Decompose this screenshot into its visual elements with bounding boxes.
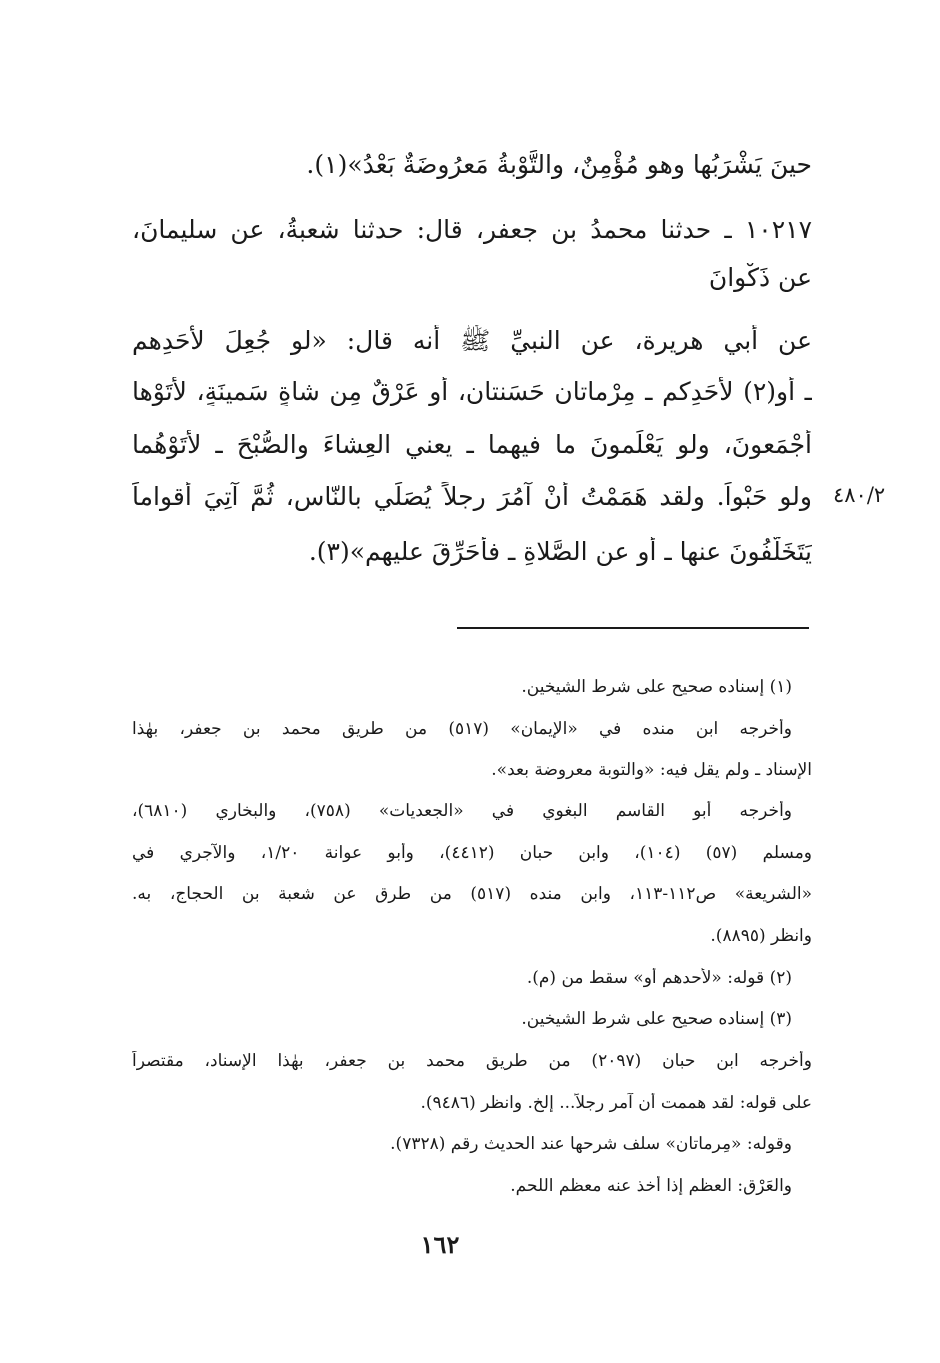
footnote-line: وقوله: «مِرماتان» سلف شرحها عند الحديث رقم (٧٣٢٨). — [390, 1134, 792, 1154]
footnote-line: «الشريعة» ص١١٢-١١٣، وابن منده (٥١٧) من طرق عن شعبة بن الحجاج، به. — [132, 884, 812, 904]
hadith-text-line: عن أبي هريرة، عن النبيِّ ﷺ أنه قال: «لو جُعِلَ لأَحَدِهم — [132, 326, 812, 355]
footnote-line: على قوله: لقد هممت أن آمر رجلاً... إلخ. وانظر (٩٤٨٦). — [420, 1093, 812, 1113]
footnote-line: (٣) إسناده صحيح على شرط الشيخين. — [521, 1009, 792, 1029]
footnote-line: وانظر (٨٨٩٥). — [710, 926, 812, 946]
footnote-line: وأخرجه أبو القاسم البغوي في «الجعديات» (٧٥٨)، والبخاري (٦٨١٠)، — [132, 801, 792, 821]
footnote-line: وأخرجه ابن منده في «الإيمان» (٥١٧) من طريق محمد بن جعفر، بهٰذا — [132, 719, 792, 739]
footnote-line: (٢) قوله: «لأحدهم أو» سقط من (م). — [526, 968, 792, 988]
margin-reference: ٤٨٠/٢ — [833, 483, 886, 507]
hadith-text-line: ولو حَبْواً. ولقد هَمَمْتُ أنْ آمُرَ رجلاً يُصَلِّي بالنّاس، ثُمَّ آتِيَ أقواماً — [132, 482, 812, 511]
hadith-text-line: يَتَخَلَّفُونَ عنها ـ أو عن الصَّلاةِ ـ فأُحَرِّقَ عليهم»(٣). — [308, 537, 812, 566]
footnote-line: (١) إسناده صحيح على شرط الشيخين. — [521, 677, 792, 697]
footnote-line: الإسناد ـ ولم يقل فيه: «والتوبة معروضة بعد». — [491, 760, 812, 780]
page-number: ١٦٢ — [420, 1230, 460, 1259]
footnote-separator — [457, 627, 809, 629]
hadith-text-line: أَجْمَعونَ، ولو يَعْلَمونَ ما فيهما ـ يعني العِشاءَ والصُّبْحَ ـ لأَتَوْهُما — [132, 430, 812, 459]
footnote-line: وأخرجه ابن حبان (٢٠٩٧) من طريق محمد بن جعفر، بهٰذا الإسناد، مقتصراً — [132, 1051, 812, 1071]
hadith-isnad-line: عن ذَكْوانَ — [708, 263, 812, 292]
footnote-line: والعَرْق: العظم إذا أخذ عنه معظم اللحم. — [510, 1176, 792, 1196]
footnote-line: ومسلم (٥٧) (١٠٤)، وابن حبان (٤٤١٢)، وأبو عوانة ١/٢٠، والآجري في — [132, 843, 812, 863]
hadith-isnad-line: ١٠٢١٧ ـ حدثنا محمدُ بن جعفرٍ، قال: حدثنا شعبةُ، عن سليمانَ، — [132, 215, 812, 244]
hadith-text-line: ـ أو(٢) لأَحَدِكم ـ مِرْماتانِ حَسَنتانِ، أو عَرْقٌ مِن شاةٍ سَمينَةٍ، لأَتَوْها — [132, 377, 812, 406]
hadith-text-line: حينَ يَشْرَبُها وهو مُؤْمِنٌ، والتَّوْبةُ مَعرُوضَةٌ بَعْدُ»(١). — [306, 150, 812, 179]
